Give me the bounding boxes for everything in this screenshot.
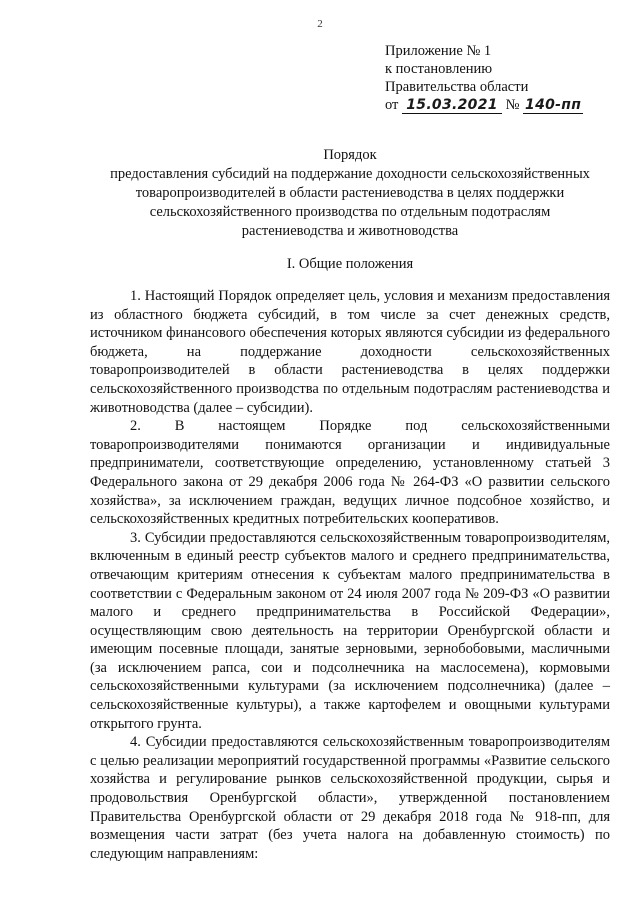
handwritten-number: 140-пп <box>525 97 582 113</box>
from-label: от <box>385 97 399 113</box>
appendix-date-row <box>385 96 625 114</box>
paragraph-2: 2. В настоящем Порядке под сельскохозяйственными товаропроизводителями понимаются организации и индивидуальные предприниматели, соответствующие определению, установленному статьей 3 Федерального закона от 29 декабря 2006 года № 264-ФЗ «О развитии сельского хозяйства», за исключением граждан, ведущих личное подсобное хозяйство, и сельскохозяйственных кредитных потребительских кооперативов. <box>90 418 610 528</box>
paragraph-4: 4. Субсидии предоставляются сельскохозяйственным товаропроизводителям с целью реализации мероприятий государственной программы «Развитие сельского хозяйства и регулирование рынков сельскохозяйственной продукции, сырья и продовольствия Оренбургской области», утвержденной постановлением Правительства Оренбургской области от 29 декабря 2018 года № 918-пп, для возмещения части затрат (без учета налога на добавленную стоимость) по следующим направлениям: <box>90 734 610 862</box>
paragraph-1: 1. Настоящий Порядок определяет цель, условия и механизм предоставления из областного бюджета субсидий, в том числе за счет денежных средств, источником финансового обеспечения которых являются субсидии из федерального бюджета, на поддержание доходности сельскохозяйственных товаропроизводителей в области растениеводства в целях поддержки сельскохозяйственного производства по отдельным подотраслям растениеводства и животноводства (далее – субсидии). <box>90 288 610 416</box>
appendix-line-2: к постановлению <box>385 61 493 77</box>
document-body <box>90 287 610 863</box>
appendix-line-3: Правительства области <box>385 79 529 95</box>
title-line-4: растениеводства и животноводства <box>241 223 459 239</box>
title-line-1: предоставления субсидий на поддержание доходности сельскохозяйственных <box>110 166 590 182</box>
handwritten-date: 15.03.2021 <box>402 98 502 114</box>
appendix-header <box>385 42 625 114</box>
title-line-3: сельскохозяйственного производства по отдельным подотраслям <box>149 204 551 220</box>
document-title <box>90 146 610 241</box>
title-line-2: товаропроизводителей в области растениеводства в целях поддержки <box>135 185 565 201</box>
appendix-line-1: Приложение № 1 <box>385 43 492 59</box>
section-title: I. Общие положения <box>286 256 414 272</box>
paragraph-3: 3. Субсидии предоставляются сельскохозяйственным товаропроизводителям, включенным в единый реестр субъектов малого и среднего предпринимательства, отвечающим критериям отнесения к субъектам малого предпринимательства в соответствии с Федеральным законом от 24 июля 2007 года № 209-ФЗ «О развитии малого и среднего предпринимательства в Российской Федерации», осуществляющим свою деятельность на территории Оренбургской области и имеющим посевные площади, занятые зерновыми, зернобобовыми, масличными (за исключением рапса, сои и подсолнечника на маслосемена), кормовыми сельскохозяйственными культурами (за исключением подсолнечника) (далее – сельскохозяйственные культуры), а также картофелем и овощными культурами открытого грунта. <box>90 529 610 732</box>
title-heading: Порядок <box>323 147 377 163</box>
page-number: 2 <box>317 18 323 30</box>
number-label: № <box>505 97 520 113</box>
